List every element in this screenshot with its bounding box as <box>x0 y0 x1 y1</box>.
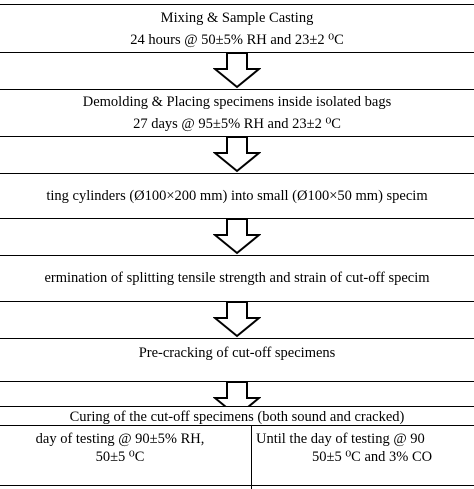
step-box-precracking <box>0 338 474 382</box>
curing-option-right <box>251 425 474 489</box>
curing-right-line2: 50±5 ⁰C and 3% CO <box>312 449 433 465</box>
step-title-cutting: ting cylinders (Ø100×200 mm) into small (Ø100×50 mm) specim <box>46 188 428 204</box>
down-arrow-4 <box>213 302 261 338</box>
step-title-splitting: ermination of splitting tensile strength and strain of cut-off specim <box>44 270 430 286</box>
step-box-demolding <box>0 89 474 137</box>
step-detail-mixing: 24 hours @ 50±5% RH and 23±2 ⁰C <box>130 32 344 48</box>
curing-option-left <box>0 425 251 489</box>
curing-left-line1: day of testing @ 90±5% RH, <box>35 431 205 447</box>
step-title-curing: Curing of the cut-off specimens (both sound and cracked) <box>69 409 405 425</box>
step-title-precracking: Pre-cracking of cut-off specimens <box>138 345 336 361</box>
step-box-curing <box>0 406 474 486</box>
step-title-demolding: Demolding & Placing specimens inside isolated bags <box>82 94 392 110</box>
curing-right-line1: Until the day of testing @ 90 <box>256 431 425 447</box>
step-title-mixing: Mixing & Sample Casting <box>160 10 314 26</box>
down-arrow-1 <box>213 53 261 89</box>
curing-left-line2: 50±5 ⁰C <box>95 449 145 465</box>
down-arrow-3 <box>213 219 261 255</box>
down-arrow-2 <box>213 137 261 173</box>
step-box-cutting <box>0 173 474 219</box>
step-detail-demolding: 27 days @ 95±5% RH and 23±2 ⁰C <box>133 116 341 132</box>
step-box-splitting <box>0 255 474 302</box>
step-box-mixing <box>0 4 474 53</box>
